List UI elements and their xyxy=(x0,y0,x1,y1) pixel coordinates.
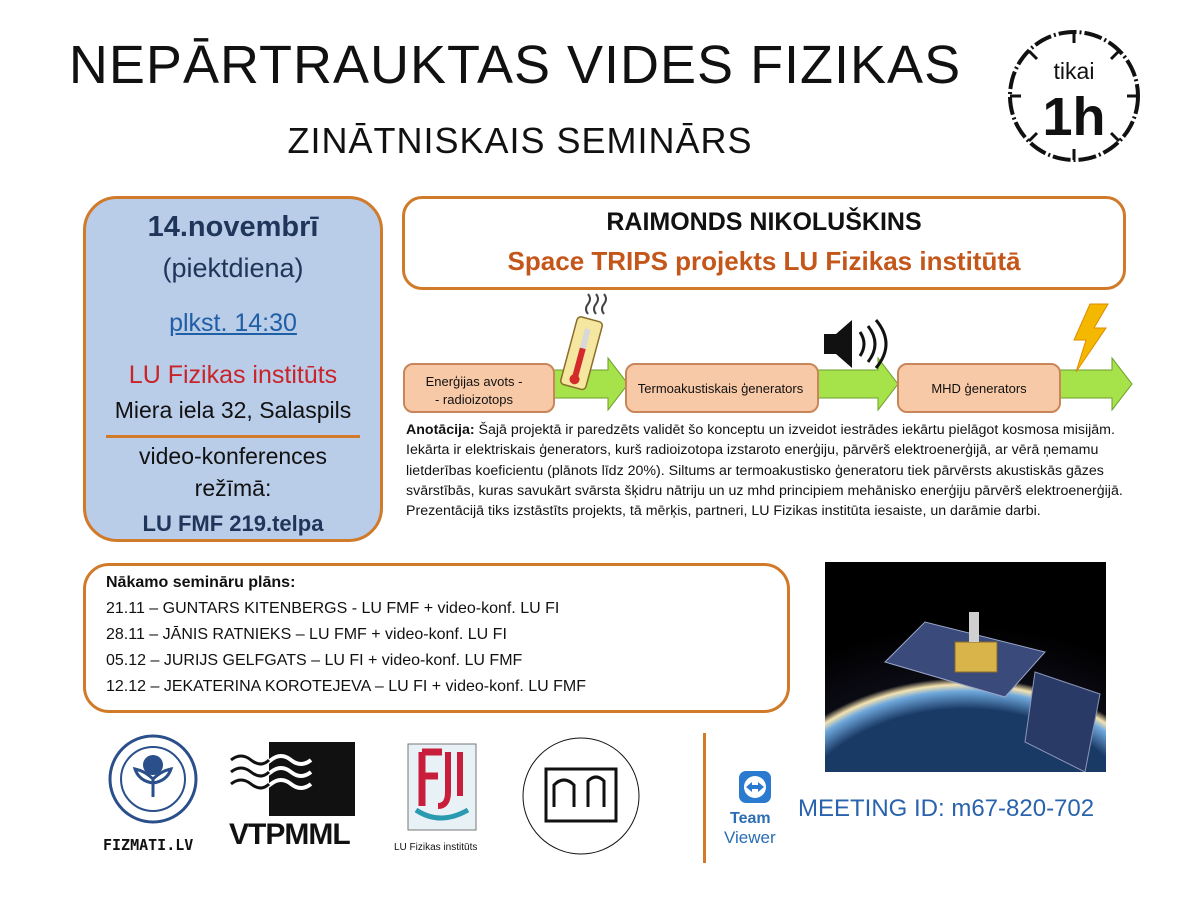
annotation-text: Šajā projektā ir paredzēts validēt šo konceptu un izveidot iestrādes iekārtu pielāgot kosmosa misijām. Iekārta ir elektriskais ģenerators, kurš radioizotopa izstaroto enerģiju, pārvērš elektroenerģijā, ar vērā ņemamu lietderības koeficientu (plānots līdz 20%). Siltums ar termoakustisko ģeneratoru tiek pārvērsts akustiskās gāzes svārstībās, kuras savukārt svārsta šķidru nātriju un uz mhd principiem mehānisko enerģiju pārvērš elektroenerģijā. Prezentācijā tiks izstāstīts projekts, tā mērķis, partneri, LU Fizikas institūta iesaiste, un darāmie darbi. xyxy=(406,422,1123,520)
event-date: 14.novembrī xyxy=(147,211,319,243)
seminar-plan-row: 21.11 – GUNTARS KITENBERGS - LU FMF + video-konf. LU FI xyxy=(106,600,560,617)
event-place: LU Fizikas institūts xyxy=(128,361,338,389)
poster-title: NEPĀRTRAUKTAS VIDES FIZIKAS xyxy=(68,35,962,95)
annotation-paragraph xyxy=(406,420,1131,521)
sound-speaker-icon xyxy=(824,320,886,368)
poster-subtitle: ZINĀTNISKAIS SEMINĀRS xyxy=(287,120,753,161)
lufi-logo-icon xyxy=(402,740,482,836)
department-seal-icon xyxy=(516,733,646,859)
clock-label-small: tikai xyxy=(1053,58,1095,84)
logo-separator xyxy=(703,733,706,863)
event-weekday: (piektdiena) xyxy=(162,253,304,283)
teamviewer-label-1: Team xyxy=(730,810,771,827)
fizmat-logo-text: FIZMATI.LV xyxy=(103,836,194,854)
seminar-plan-title: Nākamo semināru plāns: xyxy=(106,574,296,591)
university-seal-icon xyxy=(107,733,199,825)
videoconf-line1: video-konferences xyxy=(139,443,327,469)
event-time-link[interactable]: plkst. 14:30 xyxy=(169,309,297,337)
seminar-plan-row: 05.12 – JURIJS GELFGATS – LU FI + video-konf. LU FMF xyxy=(106,652,523,669)
seminar-plan-row: 12.12 – JEKATERINA KOROTEJEVA – LU FI + video-konf. LU FMF xyxy=(106,678,587,695)
lightning-icon xyxy=(1074,304,1108,372)
clock-label-big: 1h xyxy=(1042,87,1106,147)
speaker-name: RAIMONDS NIKOLUŠKINS xyxy=(606,208,922,236)
meeting-id[interactable]: MEETING ID: m67-820-702 xyxy=(798,795,1095,822)
flow-arrow-3 xyxy=(1058,358,1132,410)
flow-label-thermo: Termoakustiskais ģenerators xyxy=(637,381,804,396)
vtpmml-logo-text: VTPMML xyxy=(229,818,350,851)
talk-topic: Space TRIPS projekts LU Fizikas institūtā xyxy=(507,246,1021,276)
heat-waves-icon xyxy=(586,294,606,314)
teamviewer-label-2: Viewer xyxy=(724,828,776,847)
videoconf-line2: režīmā: xyxy=(194,475,272,501)
event-info-box xyxy=(83,196,383,542)
seminar-plan-row: 28.11 – JĀNIS RATNIEKS – LU FMF + video-konf. LU FI xyxy=(106,626,507,643)
flow-label-source-1: Enerģijas avots - xyxy=(425,374,523,389)
teamviewer-icon xyxy=(738,770,772,804)
lufi-logo-text: LU Fizikas institūts xyxy=(394,842,478,853)
flow-label-source-2: - radioizotops xyxy=(434,392,514,407)
flow-label-mhd: MHD ģenerators xyxy=(931,381,1027,396)
event-address: Miera iela 32, Salaspils xyxy=(114,397,352,423)
flow-arrow-2 xyxy=(810,358,898,410)
vtpmml-logo-icon xyxy=(229,740,359,818)
info-divider xyxy=(106,435,360,438)
event-room: LU FMF 219.telpa xyxy=(142,511,324,536)
annotation-label: Anotācija: xyxy=(406,422,475,438)
satellite-photo xyxy=(825,562,1106,772)
